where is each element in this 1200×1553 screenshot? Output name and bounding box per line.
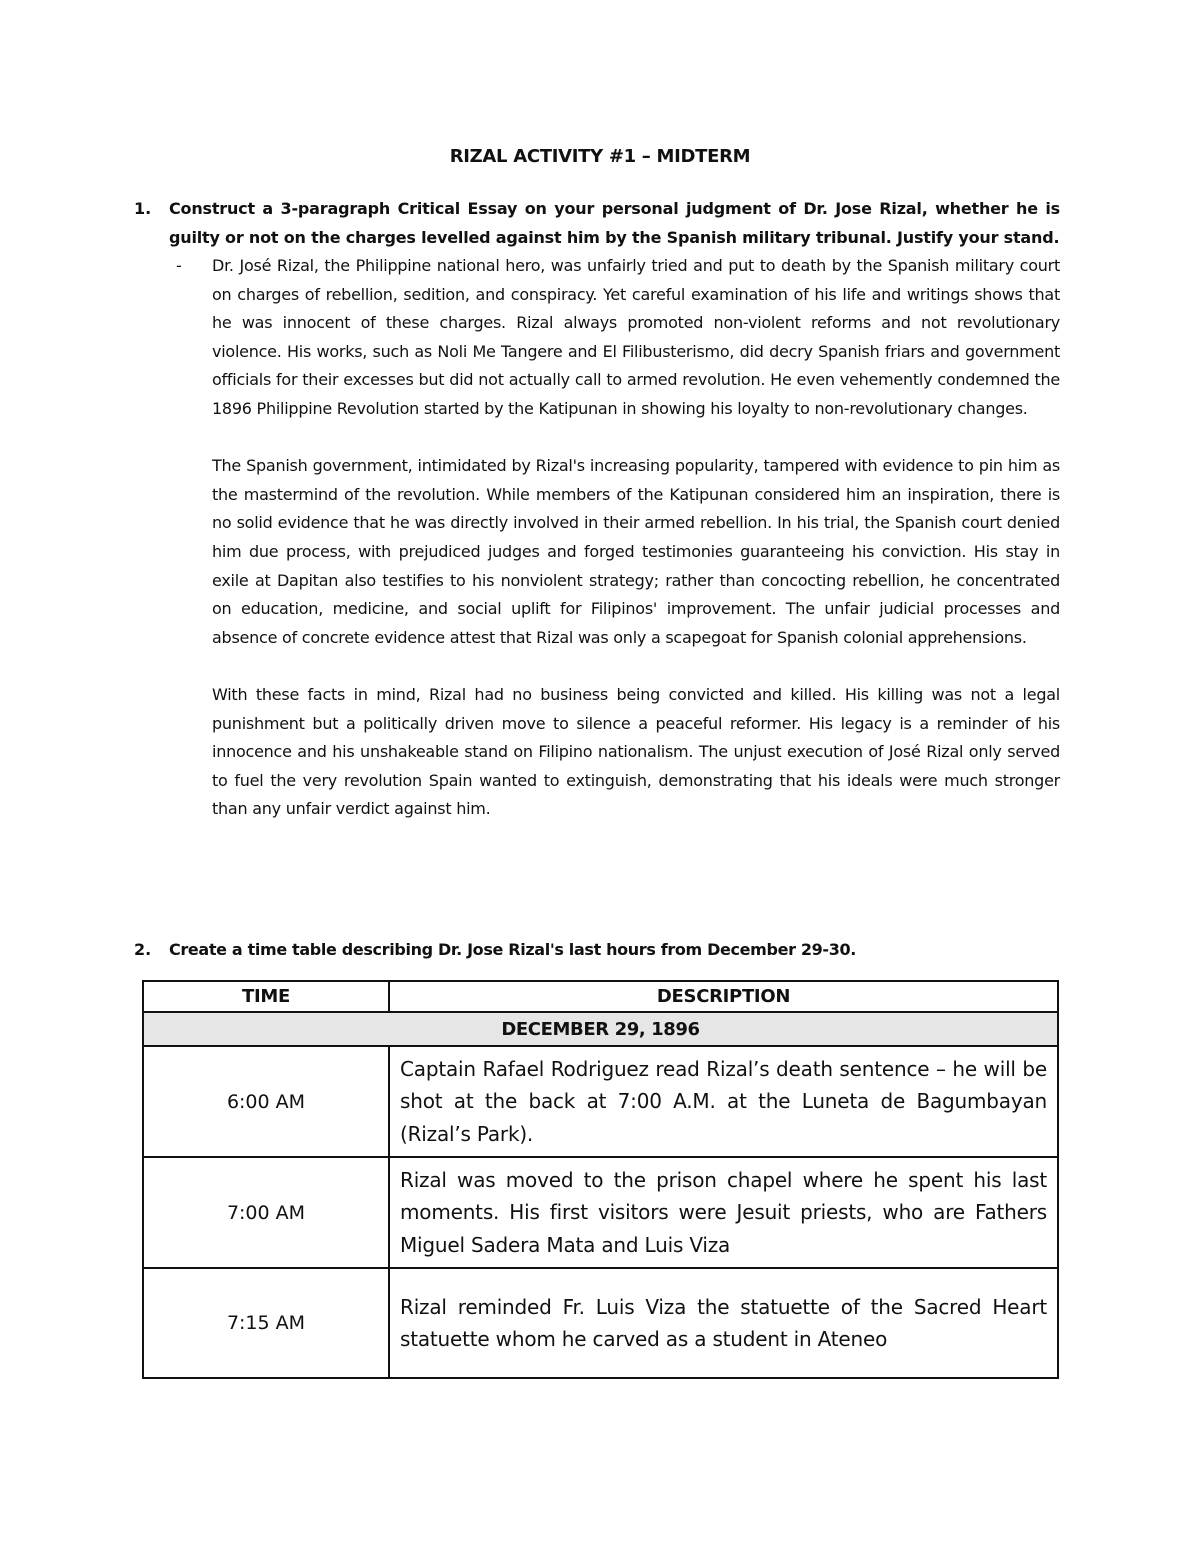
- table-row: [143, 1157, 1058, 1268]
- question-1-prompt: Construct a 3-paragraph Critical Essay on your personal judgment of Dr. Jose Rizal, whether he is guilty or not on the charges levelled against him by the Spanish military tribunal. Justify your stand.: [169, 199, 1060, 247]
- question-2-prompt: Create a time table describing Dr. Jose Rizal's last hours from December 29-30.: [169, 940, 856, 959]
- table-row: [143, 1268, 1058, 1378]
- question-2-number: 2.: [134, 940, 152, 959]
- time-cell: 6:00 AM: [143, 1046, 389, 1157]
- time-cell: 7:00 AM: [143, 1157, 389, 1268]
- essay-answer: [176, 252, 1060, 824]
- description-cell: Captain Rafael Rodriguez read Rizal’s death sentence – he will be shot at the back at 7:00 A.M. at the Luneta de Bagumbayan (Rizal’s Park).: [389, 1046, 1058, 1157]
- timetable-header-row: [143, 981, 1058, 1012]
- date-cell: DECEMBER 29, 1896: [143, 1012, 1058, 1046]
- header-description: DESCRIPTION: [389, 981, 1058, 1012]
- essay-paragraph-2: The Spanish government, intimidated by Rizal's increasing popularity, tampered with evidence to pin him as the mastermind of the revolution. While members of the Katipunan considered him an inspiration, there is no solid evidence that he was directly involved in their armed rebellion. In his trial, the Spanish court denied him due process, with prejudiced judges and forged testimonies guaranteeing his conviction. His stay in exile at Dapitan also testifies to his nonviolent strategy; rather than concocting rebellion, he concentrated on education, medicine, and social uplift for Filipinos' improvement. The unfair judicial processes and absence of concrete evidence attest that Rizal was only a scapegoat for Spanish colonial apprehensions.: [212, 456, 1060, 647]
- essay-paragraph-3: With these facts in mind, Rizal had no business being convicted and killed. His killing was not a legal punishment but a politically driven move to silence a peaceful reformer. His legacy is a reminder of his innocence and his unshakeable stand on Filipino nationalism. The unjust execution of José Rizal only served to fuel the very revolution Spain wanted to extinguish, demonstrating that his ideals were much stronger than any unfair verdict against him.: [212, 684, 1060, 819]
- timetable: [142, 980, 1059, 1379]
- header-time: TIME: [143, 981, 389, 1012]
- question-1: [134, 194, 1060, 824]
- description-cell: Rizal reminded Fr. Luis Viza the statuette of the Sacred Heart statuette whom he carved as a student in Ateneo: [389, 1268, 1058, 1378]
- time-cell: 7:15 AM: [143, 1268, 389, 1378]
- question-1-number: 1.: [134, 199, 152, 218]
- bullet-dash: -: [176, 256, 182, 275]
- description-cell: Rizal was moved to the prison chapel where he spent his last moments. His first visitors were Jesuit priests, who are Fathers Miguel Sadera Mata and Luis Viza: [389, 1157, 1058, 1268]
- table-row: [143, 1046, 1058, 1157]
- essay-paragraph-1: Dr. José Rizal, the Philippine national hero, was unfairly tried and put to death by the Spanish military court on charges of rebellion, sedition, and conspiracy. Yet careful examination of his life and writings shows that he was innocent of these charges. Rizal always promoted non-violent reforms and not revolutionary violence. His works, such as Noli Me Tangere and El Filibusterismo, did decry Spanish friars and government officials for their excesses but did not actually call to armed revolution. He even vehemently condemned the 1896 Philippine Revolution started by the Katipunan in showing his loyalty to non-revolutionary changes.: [212, 256, 1060, 418]
- timetable-date-row: [143, 1012, 1058, 1046]
- question-2: [134, 935, 1060, 964]
- document-title: RIZAL ACTIVITY #1 – MIDTERM: [449, 146, 751, 167]
